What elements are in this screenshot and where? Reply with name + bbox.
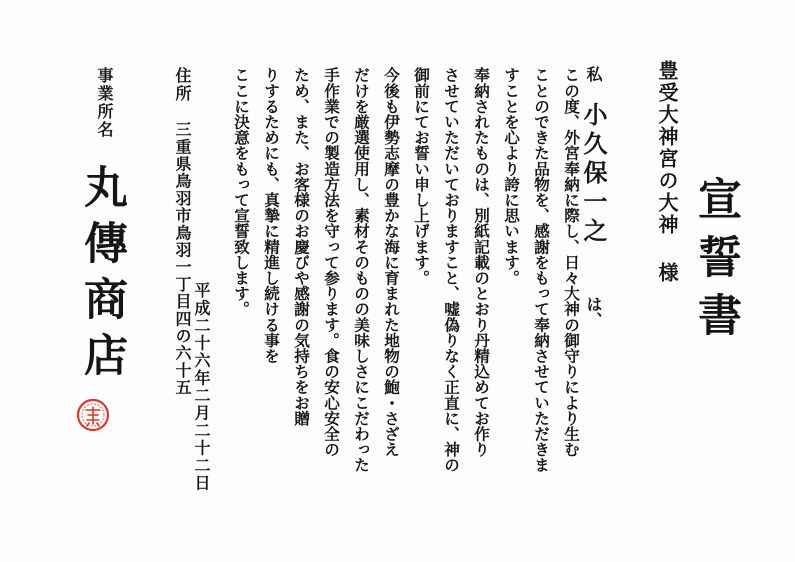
business-label: 事業所名 bbox=[95, 67, 114, 139]
document-date: 平成二十六年二月二十二日 bbox=[192, 282, 211, 492]
address-label: 住所 bbox=[173, 67, 192, 103]
body-line: 御前にてお誓い申し上げます。 bbox=[412, 67, 431, 286]
addressee: 豊受大神宮の大神 bbox=[655, 60, 679, 236]
business-name: 丸傳商店 bbox=[76, 164, 127, 388]
declarant-particle: は、 bbox=[584, 296, 603, 328]
body-line: させていただいておりますこと、嘘偽りなく正直に、神の bbox=[442, 67, 461, 473]
red-seal-icon bbox=[76, 398, 110, 432]
document-title: 宣誓書 bbox=[690, 176, 741, 350]
declarant-label: 私 bbox=[584, 66, 603, 82]
body-line: ことのできた品物を、感謝をもって奉納させていただきま bbox=[532, 67, 551, 473]
body-line: この度、外宮奉納に際し、日々大神の御守りにより生む bbox=[562, 67, 581, 457]
body-line: だけを厳選使用し、素材そのものの美味しさにこだわった bbox=[352, 67, 371, 473]
body-line: 奉納されたものは、別紙記載のとおり丹精込めてお作り bbox=[472, 67, 491, 457]
body-line: ここに決意をもって宣誓致します。 bbox=[232, 67, 251, 317]
body-line: 手作業での製造方法を守って参ります。食の安心安全の bbox=[322, 67, 341, 457]
body-line: 今後も伊勢志摩の豊かな海に育まれた地物の鮑・さざえ bbox=[382, 67, 401, 457]
body-line: ため、また、お客様のお慶びや感謝の気持ちをお贈 bbox=[292, 67, 311, 426]
addressee-honorific: 様 bbox=[655, 262, 679, 282]
declarant-name: 小久保一之 bbox=[579, 102, 608, 247]
address: 三重県鳥羽市鳥羽一丁目四の六十五 bbox=[173, 121, 192, 397]
body-line: すことを心より誇に思います。 bbox=[502, 67, 521, 286]
body-line: りするためにも、真摯に精進し続ける事を bbox=[262, 67, 281, 364]
